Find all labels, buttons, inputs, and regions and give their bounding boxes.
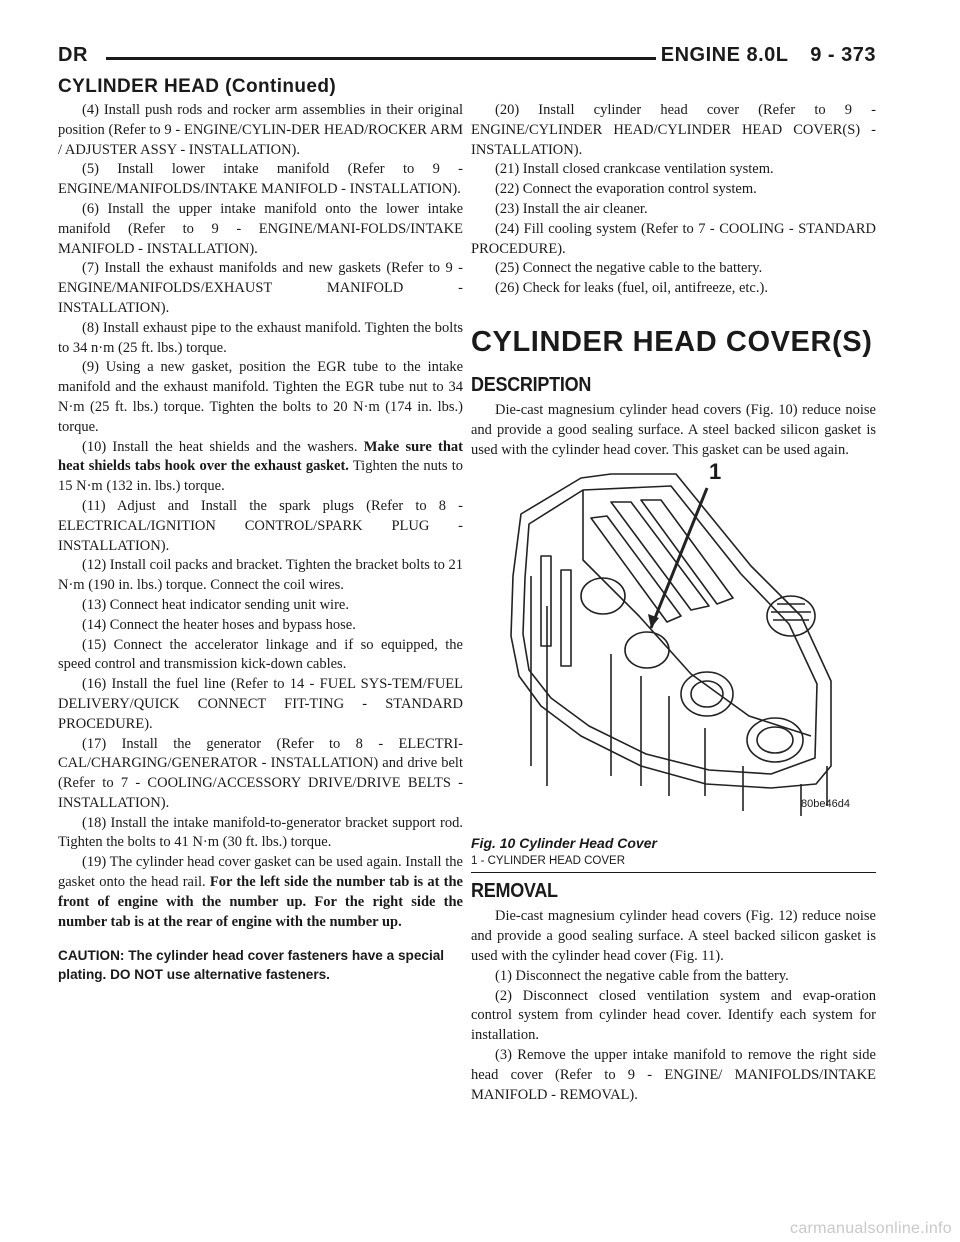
step-5: (5) Install lower intake manifold (Refer to 9 - ENGINE/MANIFOLDS/INTAKE MANIFOLD - INSTALLATION). [58, 161, 463, 198]
removal-step-2: (2) Disconnect closed ventilation system and evap-oration control system from cylinder head cover. Identify each system for installation. [471, 987, 876, 1044]
step-19-text: (19) The cylinder head cover gasket can be used again. Install the gasket onto the head rail. [58, 854, 463, 891]
filler-port-inner [757, 727, 793, 753]
step-10-warning: Make sure that heat shields tabs hook over the exhaust gasket. [58, 438, 464, 475]
figure-caption: Fig. 10 Cylinder Head Cover [471, 835, 657, 852]
right-column [471, 101, 876, 1105]
cover-outline [511, 474, 831, 788]
section-title: CYLINDER HEAD COVER(S) [471, 325, 873, 358]
step-18: (18) Install the intake manifold-to-generator bracket support rod. Tighten the bolts to 41 N·m (30 ft. lbs.) torque. [58, 814, 463, 851]
step-11: (11) Adjust and Install the spark plugs (Refer to 8 - ELECTRICAL/IGNITION CONTROL/SPARK PLUG - INSTALLATION). [58, 497, 463, 554]
breather-tubes [541, 556, 571, 666]
engine-label: ENGINE 8.0L [660, 44, 789, 66]
step-16: (16) Install the fuel line (Refer to 14 - FUEL SYS-TEM/FUEL DELIVERY/QUICK CONNECT FIT-TING - STANDARD PROCEDURE). [58, 676, 463, 732]
step-8: (8) Install exhaust pipe to the exhaust manifold. Tighten the bolts to 34 n·m (25 ft. lbs.) torque. [58, 319, 463, 356]
description-text: Die-cast magnesium cylinder head covers (Fig. 10) reduce noise and provide a good sealing surface. A steel backed silicon gasket is used with the cylinder head cover. This gasket can be used again. [471, 401, 876, 458]
step-25: (25) Connect the negative cable to the battery. [495, 260, 763, 277]
page-number: 9 - 373 [810, 44, 876, 66]
cover-boss-3 [681, 672, 733, 716]
step-10 [58, 438, 463, 497]
step-22: (22) Connect the evaporation control system. [495, 181, 757, 198]
removal-step-3: (3) Remove the upper intake manifold to remove the right side head cover (Refer to 9 - ENGINE/ MANIFOLDS/INTAKE MANIFOLD - REMOVAL). [471, 1046, 876, 1103]
step-17: (17) Install the generator (Refer to 8 - ELECTRI-CAL/CHARGING/GENERATOR - INSTALLATION) and drive belt (Refer to 7 - COOLING/ACCESSORY DRIVE/DRIVE BELTS - INSTALLATION). [58, 735, 463, 811]
watermark: carmanualsonline.info [790, 1220, 952, 1237]
left-column [58, 101, 463, 998]
step-23: (23) Install the air cleaner. [495, 200, 648, 217]
step-10-text-a: (10) Install the heat shields and the washers. [82, 438, 358, 455]
step-20: (20) Install cylinder head cover (Refer to 9 - ENGINE/CYLINDER HEAD/CYLINDER HEAD COVER(S) - INSTALLATION). [471, 102, 876, 158]
step-10-text-b: Tighten the nuts to 15 N·m (132 in. lbs.) torque. [58, 458, 463, 495]
caution-note: CAUTION: The cylinder head cover fasteners have a special plating. DO NOT use alternative fasteners. [58, 948, 445, 983]
removal-text: Die-cast magnesium cylinder head covers (Fig. 12) reduce noise and provide a good sealing surface. A steel backed silicon gasket is used with the cylinder head cover (Fig. 11). [471, 908, 876, 964]
figure-cylinder-head-cover [471, 459, 876, 831]
step-14: (14) Connect the heater hoses and bypass hose. [82, 616, 356, 633]
step-9: (9) Using a new gasket, position the EGR tube to the intake manifold and the exhaust manifold. Tighten the EGR tube nut to 34 N·m (25 ft. lbs.) torque. Tighten the bolts to 20 N·m (174 in. lbs.) torque. [58, 359, 463, 435]
callout-leader [651, 488, 707, 628]
description-heading: DESCRIPTION [471, 373, 592, 396]
callout-1: 1 [709, 459, 722, 485]
header-right [661, 44, 876, 67]
step-15: (15) Connect the accelerator linkage and if so equipped, the speed control and transmission kick-down cables. [58, 636, 463, 673]
step-4: (4) Install push rods and rocker arm assemblies in their original position (Refer to 9 - ENGINE/CYLIN-DER HEAD/ROCKER ARM / ADJUSTER ASSY - INSTALLATION). [58, 102, 463, 158]
step-13: (13) Connect heat indicator sending unit wire. [82, 596, 349, 613]
cylinder-head-cover-illustration [471, 466, 876, 831]
cover-boss-2 [625, 632, 669, 668]
header-rule [106, 57, 656, 60]
manual-code: DR [58, 44, 88, 66]
figure-code: 80be46d4 [801, 798, 850, 811]
step-19-note: For the left side the number tab is at the front of engine with the number up. For the right side the number tab is at the rear of engine with the number up. [58, 874, 463, 930]
step-21: (21) Install closed crankcase ventilation system. [495, 161, 774, 178]
page-header [58, 44, 876, 76]
continued-title: CYLINDER HEAD (Continued) [58, 76, 337, 97]
removal-heading: REMOVAL [471, 880, 558, 903]
step-6: (6) Install the upper intake manifold onto the lower intake manifold (Refer to 9 - ENGINE/MANI-FOLDS/INTAKE MANIFOLD - INSTALLATION). [58, 200, 463, 257]
cover-ridge [583, 490, 811, 736]
removal-step-1: (1) Disconnect the negative cable from the battery. [495, 967, 789, 984]
figure-legend: 1 - CYLINDER HEAD COVER [471, 853, 876, 873]
step-7: (7) Install the exhaust manifolds and new gaskets (Refer to 9 - ENGINE/MANIFOLDS/EXHAUST MANIFOLD - INSTALLATION). [58, 260, 463, 316]
step-12: (12) Install coil packs and bracket. Tighten the bracket bolts to 21 N·m (190 in. lbs.) torque. Connect the coil wires. [58, 557, 463, 594]
step-26: (26) Check for leaks (fuel, oil, antifreeze, etc.). [495, 280, 768, 297]
step-19 [58, 853, 463, 932]
step-24: (24) Fill cooling system (Refer to 7 - COOLING - STANDARD PROCEDURE). [471, 220, 876, 257]
